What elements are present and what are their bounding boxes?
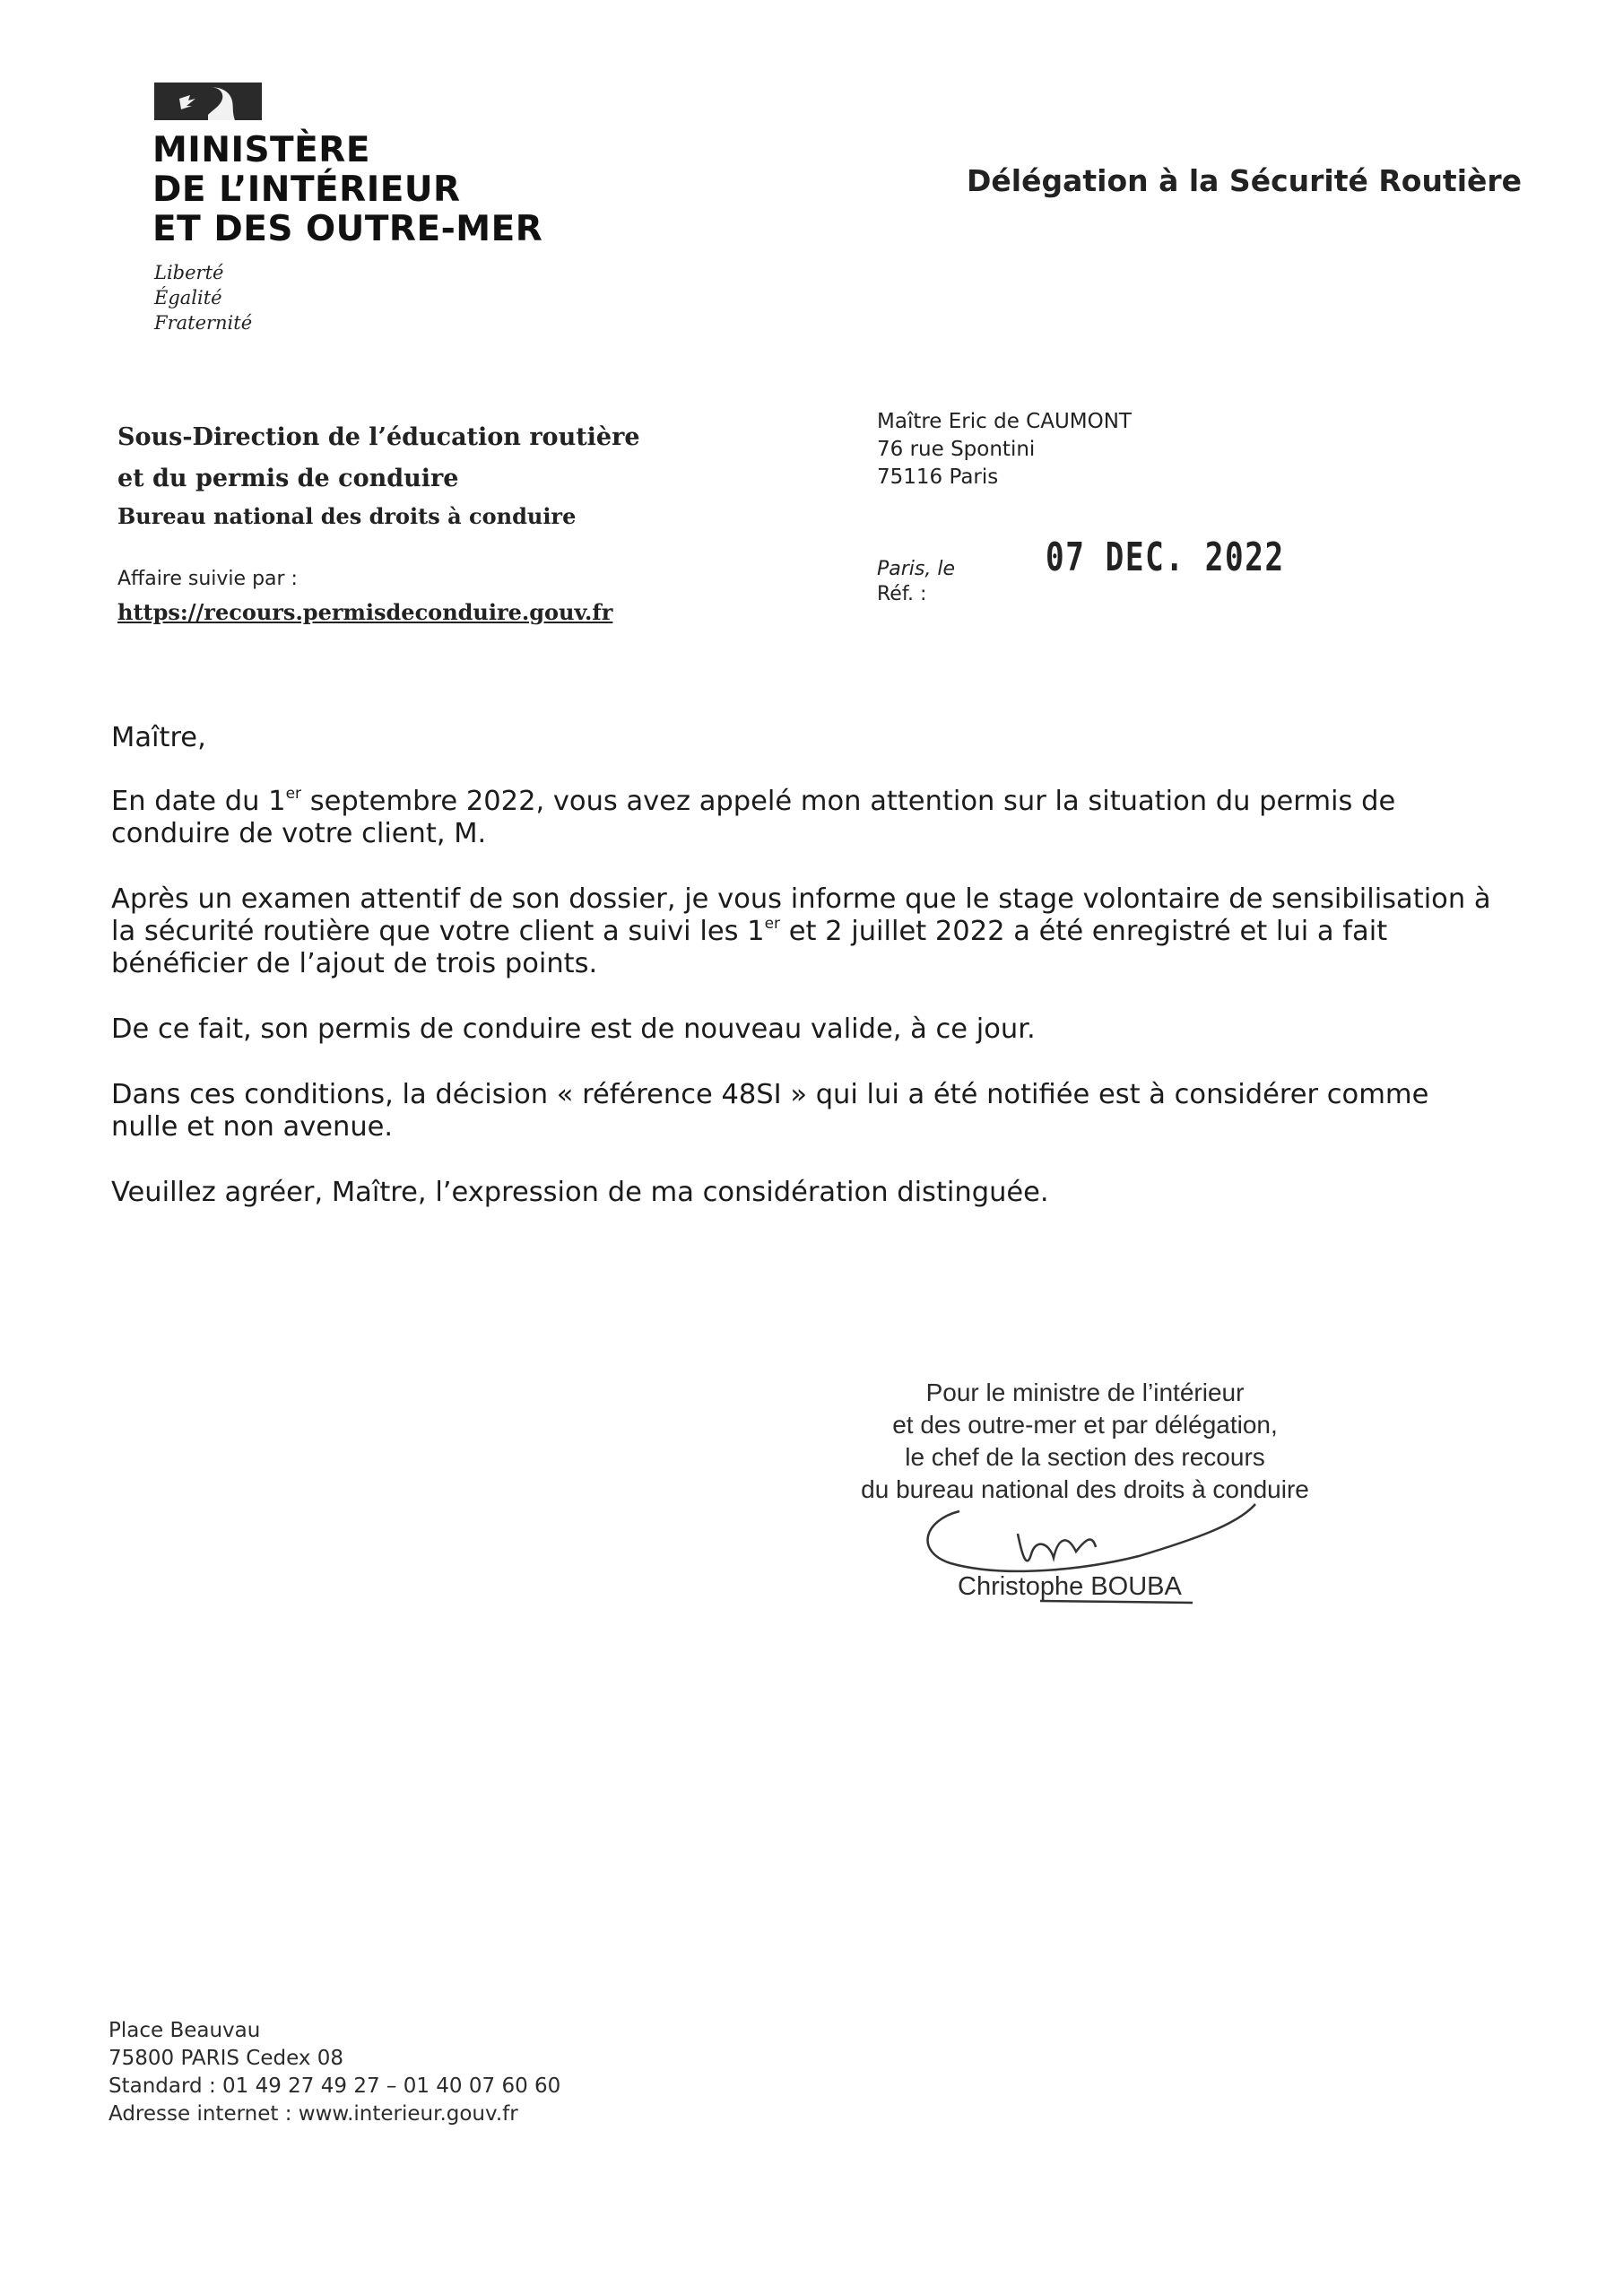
motto: [154, 260, 252, 335]
letter-body: [111, 722, 1497, 1242]
service-bureau: Bureau national des droits à conduire: [117, 503, 577, 529]
delegation-title: Délégation à la Sécurité Routière: [967, 163, 1523, 198]
footer-line: 75800 PARIS Cedex 08: [108, 2047, 344, 2070]
ministry-line: DE L’INTÉRIEUR: [152, 170, 461, 210]
footer-line: Adresse internet : www.interieur.gouv.fr: [108, 2102, 518, 2126]
place-label: Paris, le: [877, 558, 956, 580]
ministry-name: [152, 131, 542, 249]
recipient-city: 75116 Paris: [877, 465, 999, 489]
signature-line: Pour le ministre de l’intérieur: [925, 1378, 1245, 1406]
ordinal-suffix: er: [764, 914, 781, 933]
ministry-line: MINISTÈRE: [152, 130, 370, 170]
recipient-street: 76 rue Spontini: [877, 438, 1036, 461]
paragraph: [111, 883, 1497, 980]
salutation: Maître,: [111, 722, 206, 753]
motto-line: Égalité: [154, 287, 222, 309]
footer-line: Standard : 01 49 27 49 27 – 01 40 07 60 60: [108, 2074, 561, 2098]
paragraph: [111, 786, 1497, 850]
paragraph: Dans ces conditions, la décision « référence 48SI » qui lui a été notifiée est à considérer comme nulle et non avenue.: [111, 1079, 1429, 1143]
ministry-line: ET DES OUTRE-MER: [152, 209, 543, 249]
marianne-logo-icon: [154, 83, 262, 120]
service-line: Sous-Direction de l’éducation routière: [117, 423, 640, 451]
recipient-name: Maître Eric de CAUMONT: [877, 410, 1132, 433]
affaire-label: Affaire suivie par :: [117, 568, 298, 590]
date-stamp: 07 DEC. 2022: [1046, 535, 1285, 580]
text-fragment: Après un examen attentif de son dossier, je vous informe que le stage volontaire de sensibilisation à la sécurité routière que votre client a suivi les 1: [111, 883, 1491, 947]
footer-address: [108, 2017, 560, 2128]
text-fragment: et 2 juillet 2022 a été enregistré et lui a fait bénéficier de l’ajout de trois points.: [111, 916, 1388, 979]
signatory-name: Christophe BOUBA: [958, 1572, 1182, 1601]
affaire-link[interactable]: https://recours.permisdeconduire.gouv.fr: [117, 599, 613, 625]
ordinal-suffix: er: [285, 784, 302, 803]
closing: Veuillez agréer, Maître, l’expression de ma considération distinguée.: [111, 1177, 1049, 1208]
paragraph: De ce fait, son permis de conduire est de nouveau valide, à ce jour.: [111, 1013, 1036, 1045]
recipient-address: [877, 408, 1132, 491]
text-fragment: En date du 1: [111, 786, 286, 817]
service-block: [117, 417, 640, 534]
signature-line: le chef de la section des recours: [905, 1443, 1265, 1471]
service-line: et du permis de conduire: [117, 465, 459, 492]
signature-line: et des outre-mer et par délégation,: [892, 1411, 1278, 1439]
text-fragment: septembre 2022, vous avez appelé mon attention sur la situation du permis de conduire de votre client, M.: [111, 786, 1396, 849]
signature-line: du bureau national des droits à conduire: [861, 1475, 1309, 1503]
footer-line: Place Beauvau: [108, 2019, 261, 2042]
reference-label: Réf. :: [877, 583, 927, 605]
motto-line: Liberté: [154, 262, 224, 283]
motto-line: Fraternité: [154, 312, 253, 334]
